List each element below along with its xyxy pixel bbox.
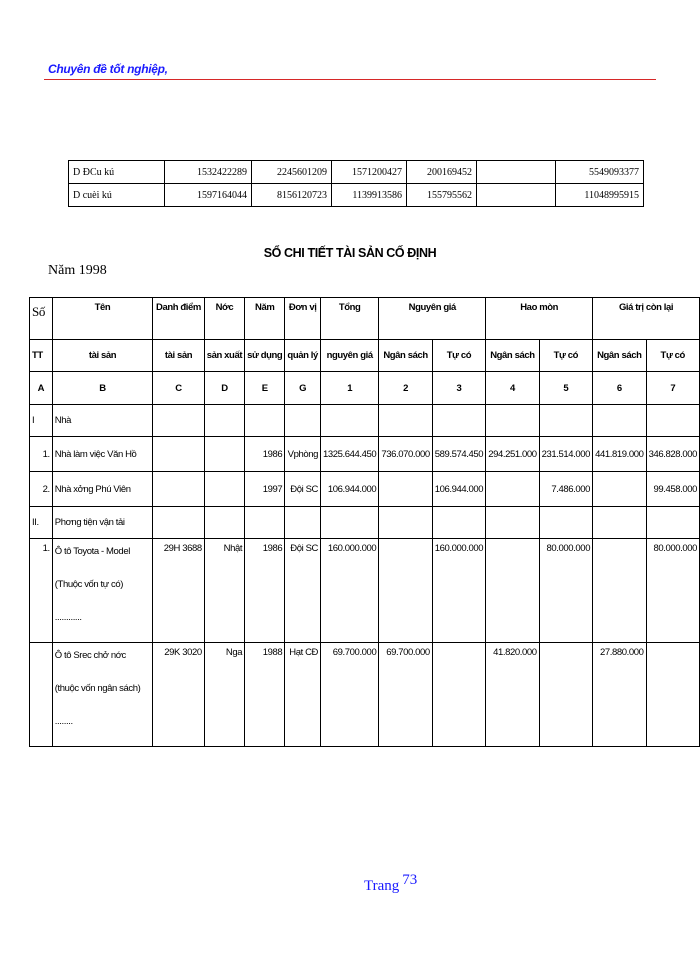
page-label: Trang xyxy=(364,878,400,894)
managing-unit: Vphòng xyxy=(285,437,321,472)
remaining-budget: 441.819.000 xyxy=(593,437,646,472)
year-in-use: 1986 xyxy=(245,437,285,472)
page-number: 73 xyxy=(402,872,418,888)
table-row xyxy=(30,643,700,747)
asset-name: Ô tô Srec chở nớc xyxy=(54,650,126,661)
cost-budget xyxy=(379,539,432,643)
depreciation-budget: 294.251.000 xyxy=(486,437,539,472)
document-header-title: Chuyên đề tốt nghiệp, xyxy=(48,62,168,76)
origin-country: Nga xyxy=(204,643,244,747)
header-row-2 xyxy=(30,340,700,372)
header-row-3 xyxy=(30,372,700,405)
summary-value: 5549093377 xyxy=(556,161,644,184)
asset-ellipsis: ............ xyxy=(54,612,82,623)
col-header-hm-ngan-sach: Ngân sách xyxy=(486,340,539,372)
group-number: I xyxy=(30,405,53,437)
col-code: 7 xyxy=(646,372,699,405)
col-code: 1 xyxy=(321,372,379,405)
asset-name: Ô tô Toyota - Model xyxy=(54,546,130,557)
col-code: 4 xyxy=(486,372,539,405)
asset-name: Nhà xởng Phú Viên xyxy=(52,472,152,507)
summary-value: 11048995915 xyxy=(556,184,644,207)
col-header-nguyen-gia-total: nguyên giá xyxy=(321,340,379,372)
remaining-own: 99.458.000 xyxy=(646,472,699,507)
col-header-hao-mon: Hao mòn xyxy=(486,298,593,340)
depreciation-own xyxy=(539,643,592,747)
summary-value: 155795562 xyxy=(407,184,477,207)
origin-country xyxy=(204,437,244,472)
row-number: 1. xyxy=(30,437,53,472)
total-cost: 1325.644.450 xyxy=(321,437,379,472)
cost-budget: 736.070.000 xyxy=(379,437,432,472)
asset-code xyxy=(153,437,205,472)
summary-value: 200169452 xyxy=(407,161,477,184)
col-header-so: Số xyxy=(30,298,53,340)
managing-unit: Hạt CĐ xyxy=(285,643,321,747)
cost-budget xyxy=(379,472,432,507)
year-in-use: 1997 xyxy=(245,472,285,507)
col-code: G xyxy=(285,372,321,405)
summary-value: 1597164044 xyxy=(165,184,252,207)
cost-own xyxy=(432,643,485,747)
header-row-1 xyxy=(30,298,700,340)
asset-ellipsis: ........ xyxy=(54,716,73,727)
col-code: D xyxy=(204,372,244,405)
year-in-use: 1988 xyxy=(245,643,285,747)
col-header-nuoc: Nớc xyxy=(204,298,244,340)
asset-name: Nhà làm việc Văn Hồ xyxy=(52,437,152,472)
total-cost: 69.700.000 xyxy=(321,643,379,747)
section-title: SỔ CHI TIẾT TÀI SẢN CỐ ĐỊNH xyxy=(263,246,437,260)
asset-ledger-table xyxy=(29,297,700,747)
summary-label: D ĐCu kú xyxy=(69,161,165,184)
year-in-use: 1986 xyxy=(245,539,285,643)
col-code: 3 xyxy=(432,372,485,405)
summary-row xyxy=(69,184,644,207)
asset-code xyxy=(153,472,205,507)
col-header-nam: Năm xyxy=(245,298,285,340)
col-code: 6 xyxy=(593,372,646,405)
cost-budget: 69.700.000 xyxy=(379,643,432,747)
summary-row xyxy=(69,161,644,184)
table-row xyxy=(30,472,700,507)
depreciation-own: 80.000.000 xyxy=(539,539,592,643)
col-code: 5 xyxy=(539,372,592,405)
depreciation-budget: 41.820.000 xyxy=(486,643,539,747)
summary-value: 2245601209 xyxy=(252,161,332,184)
depreciation-own: 7.486.000 xyxy=(539,472,592,507)
summary-value: 8156120723 xyxy=(252,184,332,207)
page-footer xyxy=(364,872,418,895)
col-code: A xyxy=(30,372,53,405)
year-label: Năm 1998 xyxy=(48,263,107,278)
header-divider xyxy=(44,79,656,80)
col-header-tt: TT xyxy=(30,340,53,372)
depreciation-budget xyxy=(486,539,539,643)
group-name: Nhà xyxy=(52,405,152,437)
managing-unit: Đội SC xyxy=(285,472,321,507)
col-code: C xyxy=(153,372,205,405)
remaining-own: 80.000.000 xyxy=(646,539,699,643)
managing-unit: Đội SC xyxy=(285,539,321,643)
col-header-don-vi: Đơn vị xyxy=(285,298,321,340)
summary-label: D cuèi kú xyxy=(69,184,165,207)
depreciation-own: 231.514.000 xyxy=(539,437,592,472)
asset-code: 29K 3020 xyxy=(153,643,205,747)
col-header-quan-ly: quản lý xyxy=(285,340,321,372)
col-header-gt-ngan-sach: Ngân sách xyxy=(593,340,646,372)
cost-own: 106.944.000 xyxy=(432,472,485,507)
row-number: 1. xyxy=(30,539,53,643)
col-header-su-dung: sử dụng xyxy=(245,340,285,372)
summary-value: 1532422289 xyxy=(165,161,252,184)
remaining-budget: 27.880.000 xyxy=(593,643,646,747)
group-name: Phơng tiện vận tải xyxy=(52,507,152,539)
col-header-ten: Tên xyxy=(52,298,152,340)
col-header-nguyen-gia: Nguyên giá xyxy=(379,298,486,340)
cost-own: 160.000.000 xyxy=(432,539,485,643)
col-code: 2 xyxy=(379,372,432,405)
col-header-tai-san-2: tài sản xyxy=(153,340,205,372)
col-code: E xyxy=(245,372,285,405)
summary-value: 1571200427 xyxy=(332,161,407,184)
total-cost: 160.000.000 xyxy=(321,539,379,643)
col-header-tong: Tổng xyxy=(321,298,379,340)
col-header-gia-tri-con-lai: Giá trị còn lại xyxy=(593,298,700,340)
remaining-budget xyxy=(593,539,646,643)
col-header-ng-tu-co: Tự có xyxy=(432,340,485,372)
col-code: B xyxy=(52,372,152,405)
col-header-gt-tu-co: Tự có xyxy=(646,340,699,372)
summary-table xyxy=(68,160,644,207)
group-row xyxy=(30,507,700,539)
group-number: II. xyxy=(30,507,53,539)
cost-own: 589.574.450 xyxy=(432,437,485,472)
asset-name-cell xyxy=(52,643,152,747)
summary-value xyxy=(477,184,556,207)
summary-value xyxy=(477,161,556,184)
col-header-danh-diem: Danh điểm xyxy=(153,298,205,340)
depreciation-budget xyxy=(486,472,539,507)
col-header-hm-tu-co: Tự có xyxy=(539,340,592,372)
asset-name-cell xyxy=(52,539,152,643)
col-header-san-xuat: sản xuất xyxy=(204,340,244,372)
remaining-own: 346.828.000 xyxy=(646,437,699,472)
row-number: 2. xyxy=(30,472,53,507)
origin-country xyxy=(204,472,244,507)
row-number xyxy=(30,643,53,747)
total-cost: 106.944.000 xyxy=(321,472,379,507)
summary-value: 1139913586 xyxy=(332,184,407,207)
asset-funding-note: (thuộc vốn ngân sách) xyxy=(54,683,141,694)
col-header-tai-san: tài sản xyxy=(52,340,152,372)
remaining-budget xyxy=(593,472,646,507)
table-row xyxy=(30,437,700,472)
origin-country: Nhật xyxy=(204,539,244,643)
asset-funding-note: (Thuộc vốn tự có) xyxy=(54,579,123,590)
asset-code: 29H 3688 xyxy=(153,539,205,643)
col-header-ng-ngan-sach: Ngân sách xyxy=(379,340,432,372)
table-row xyxy=(30,539,700,643)
remaining-own xyxy=(646,643,699,747)
group-row xyxy=(30,405,700,437)
